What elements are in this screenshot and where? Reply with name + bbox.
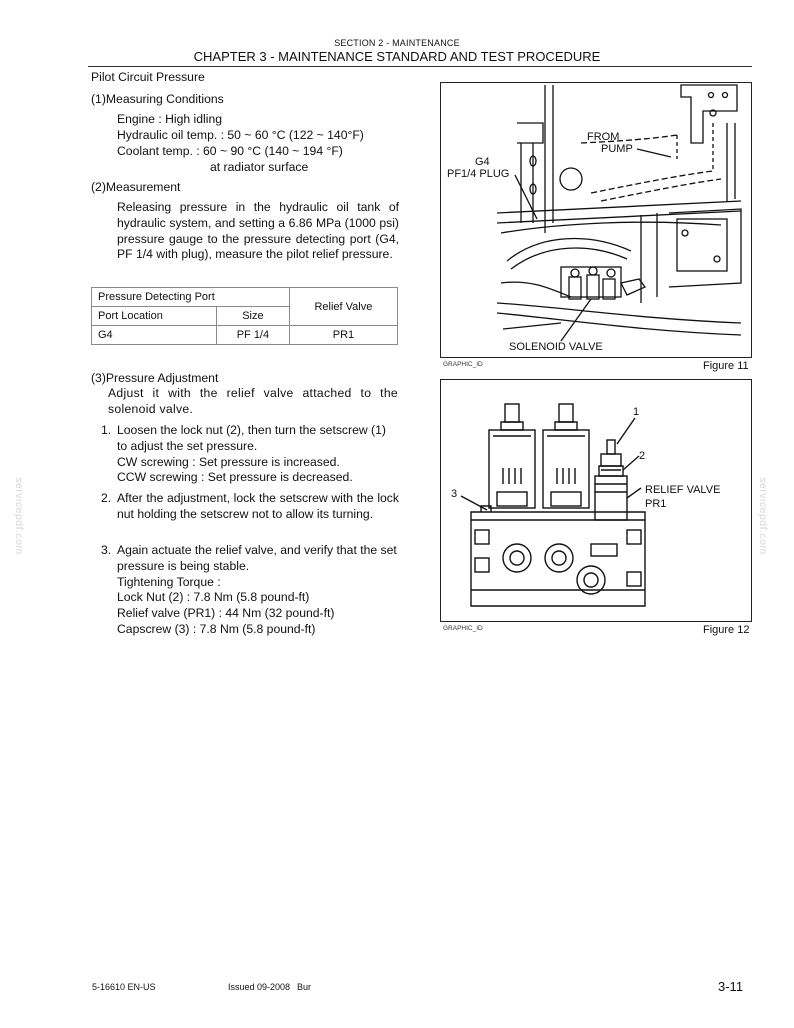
- step-line: Tightening Torque :: [117, 574, 221, 589]
- adjustment-text: Adjust it with the relief valve attached to the solenoid valve.: [108, 386, 398, 416]
- condition-coolant-temp: Coolant temp. : 60 ~ 90 °C (140 ~ 194 °F): [117, 144, 343, 158]
- section-header: SECTION 2 - MAINTENANCE: [334, 38, 460, 48]
- measurement-heading: (2)Measurement: [91, 180, 181, 194]
- step-line: CW screwing : Set pressure is increased.: [117, 454, 340, 469]
- figure-11-graphic-id: GRAPHIC_ID: [443, 361, 483, 368]
- fig11-label-plug: PF1/4 PLUG: [447, 168, 510, 180]
- fig11-label-solenoid: SOLENOID VALVE: [509, 341, 603, 353]
- footer-code: Bur: [297, 982, 312, 992]
- fig11-label-pump: PUMP: [601, 143, 633, 155]
- fig11-label-from: FROM: [587, 131, 620, 143]
- step-line: After the adjustment, lock the setscrew with the lock nut holding the setscrew not to allow its turning.: [117, 491, 399, 521]
- condition-coolant-note: at radiator surface: [210, 160, 309, 174]
- figure-11-frame: [440, 82, 752, 358]
- page-number: 3-11: [718, 979, 744, 994]
- adjustment-heading: (3)Pressure Adjustment: [91, 371, 219, 385]
- footer-issued: Issued 09-2008: [228, 982, 291, 992]
- step-line: Lock Nut (2) : 7.8 Nm (5.8 pound-ft): [117, 590, 310, 605]
- figure-12-caption: Figure 12: [703, 624, 750, 636]
- table-header-relief: Relief Valve: [289, 288, 397, 326]
- watermark-left: servicepdf.com: [12, 477, 25, 555]
- step-line: Capscrew (3) : 7.8 Nm (5.8 pound-ft): [117, 621, 316, 636]
- step-number: 2.: [101, 491, 112, 505]
- step-line: Again actuate the relief valve, and verify that the set pressure is being stable.: [117, 543, 397, 573]
- measuring-conditions-heading: (1)Measuring Conditions: [91, 92, 224, 106]
- figure-12-illustration: [441, 380, 751, 621]
- table-cell-location: G4: [92, 326, 217, 345]
- header-rule: [88, 66, 752, 67]
- table-header-port: Pressure Detecting Port: [92, 288, 290, 307]
- condition-engine: Engine : High idling: [117, 112, 223, 126]
- chapter-title: CHAPTER 3 - MAINTENANCE STANDARD AND TEST PROCEDURE: [193, 49, 601, 64]
- measurement-text: Releasing pressure in the hydraulic oil tank of hydraulic system, and setting a 6.86 MPa (1000 psi) pressure gauge to the pressure detecting port (G4, PF 1/4 with plug), measure the pilot relief pressure.: [117, 200, 399, 262]
- pressure-port-table: [91, 287, 398, 345]
- table-cell-size: PF 1/4: [216, 326, 289, 345]
- table-col-location: Port Location: [92, 307, 217, 326]
- table-col-size: Size: [216, 307, 289, 326]
- fig12-label-pr1: PR1: [645, 498, 667, 510]
- step-number: 1.: [101, 423, 112, 437]
- step-number: 3.: [101, 543, 112, 557]
- figure-11-illustration: [441, 83, 751, 357]
- footer-doc-number: 5-16610 EN-US: [92, 982, 156, 992]
- watermark-right: servicepdf.com: [756, 477, 769, 555]
- fig12-label-relief-valve: RELIEF VALVE: [645, 484, 721, 496]
- step-line: Relief valve (PR1) : 44 Nm (32 pound-ft): [117, 606, 335, 621]
- step-line: Loosen the lock nut (2), then turn the setscrew (1) to adjust the set pressure.: [117, 423, 386, 453]
- table-cell-relief: PR1: [289, 326, 397, 345]
- section-title: Pilot Circuit Pressure: [91, 70, 205, 84]
- fig12-label-3: 3: [451, 488, 458, 500]
- fig11-label-g4: G4: [475, 156, 490, 168]
- fig12-label-1: 1: [633, 406, 640, 418]
- figure-12-graphic-id: GRAPHIC_ID: [443, 625, 483, 632]
- figure-11-caption: Figure 11: [703, 360, 749, 372]
- step-line: CCW screwing : Set pressure is decreased.: [117, 470, 353, 485]
- condition-oil-temp: Hydraulic oil temp. : 50 ~ 60 °C (122 ~ 140°F): [117, 128, 364, 142]
- fig12-label-2: 2: [639, 450, 646, 462]
- figure-12-frame: [440, 379, 752, 622]
